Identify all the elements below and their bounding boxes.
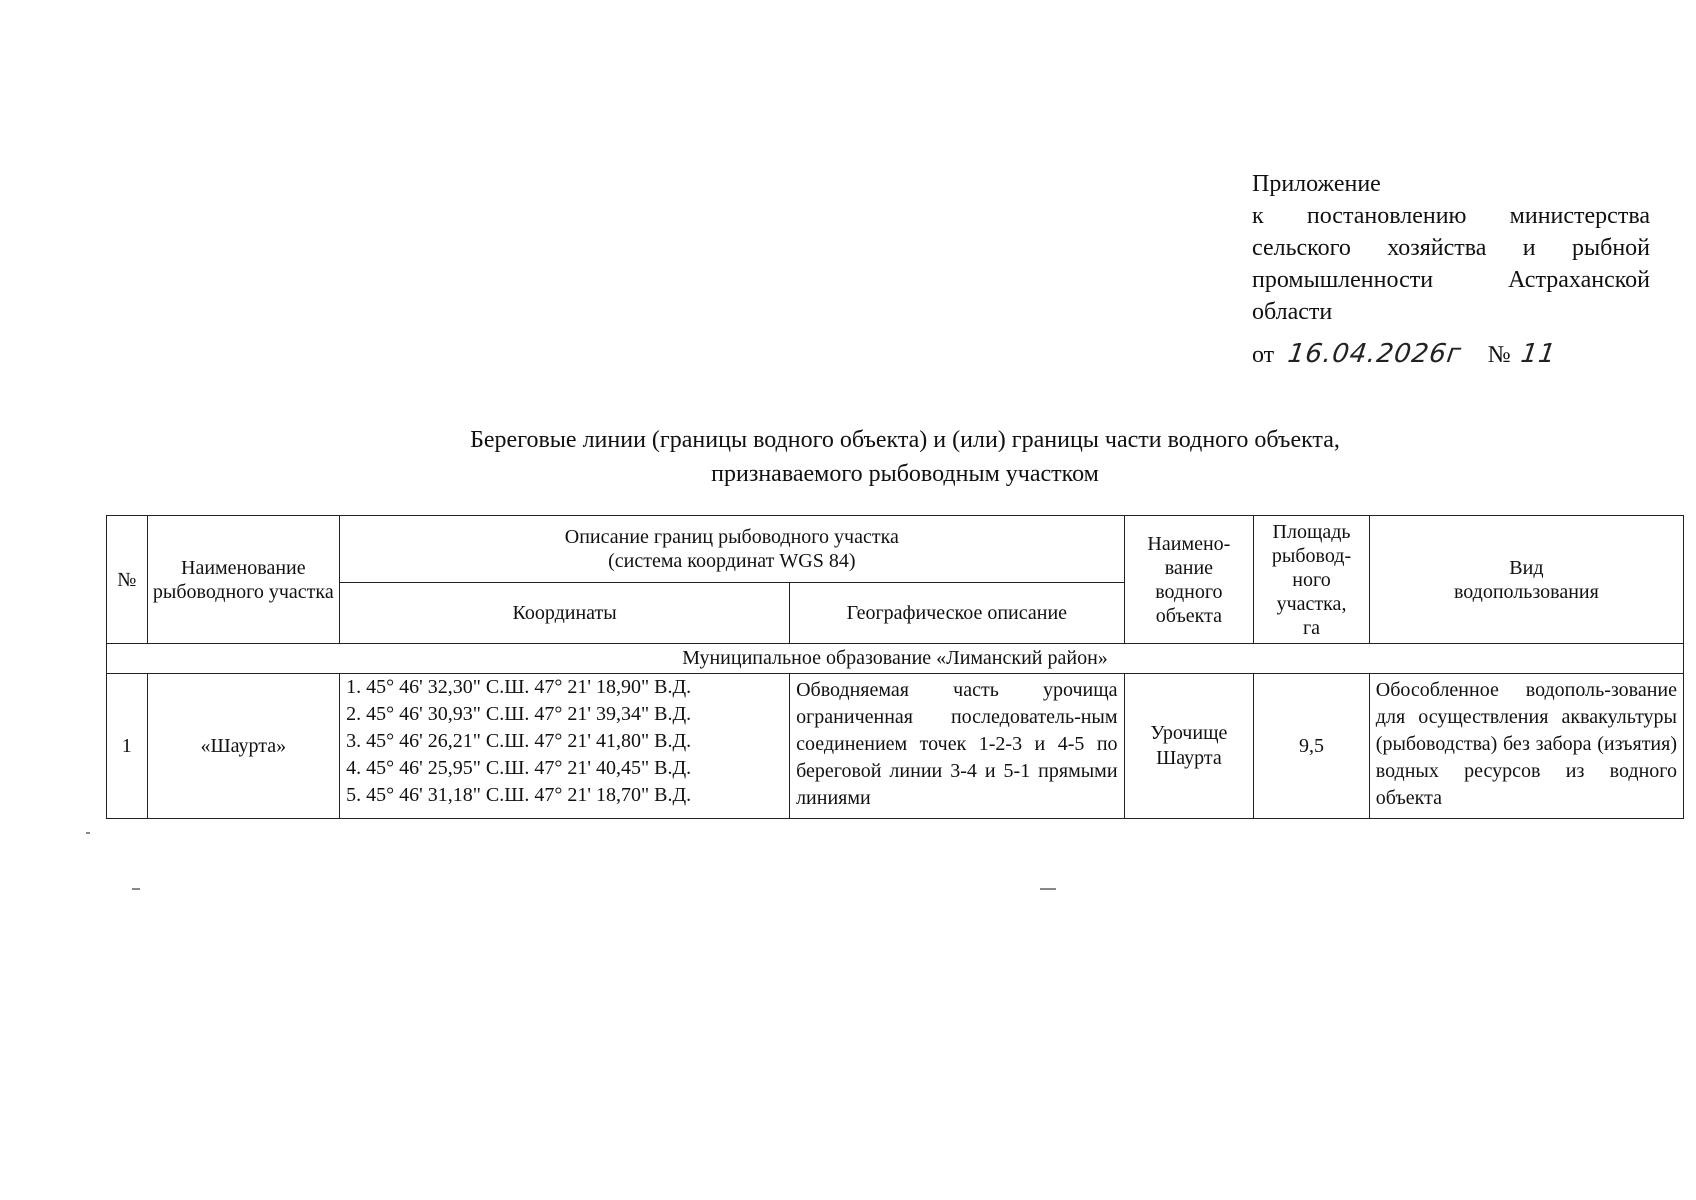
row-num: 1 — [107, 674, 148, 819]
header-water-use — [1369, 516, 1683, 644]
header-description — [340, 516, 1124, 583]
header-name: Наименование рыбоводного участка — [147, 516, 340, 644]
title-line: признаваемого рыбоводным участком — [711, 461, 1099, 487]
header-water-use-line: Вид — [1509, 556, 1544, 579]
municipal-name: Муниципальное образование «Лиманский район» — [107, 644, 1684, 674]
from-label: от — [1252, 342, 1275, 368]
row-water-object-line: Урочище — [1150, 722, 1228, 744]
header-coordinates: Координаты — [340, 583, 790, 644]
header-water-use-line: водопользования — [1453, 580, 1599, 603]
appendix-heading: Приложение — [1252, 171, 1381, 197]
header-water-object — [1124, 516, 1254, 644]
scan-artifact — [132, 888, 140, 890]
header-geo-description: Географическое описание — [790, 583, 1124, 644]
municipal-row — [107, 644, 1684, 674]
appendix-line: сельского хозяйства и рыбной — [1252, 235, 1650, 261]
header-area-line: участка, — [1276, 592, 1347, 615]
row-water-use: Обособленное водополь-зование для осуществления аквакультуры (рыбоводства) без забора (изъятия) водных ресурсов из водного объекта — [1369, 674, 1683, 819]
number-sign: № — [1487, 342, 1511, 368]
row-name: «Шаурта» — [147, 674, 340, 819]
header-water-object-line: объекта — [1155, 604, 1222, 627]
appendix-line: к постановлению министерства — [1252, 203, 1650, 229]
header-water-object-line: водного — [1155, 580, 1223, 603]
header-water-object-line: Наимено- — [1147, 532, 1231, 555]
row-water-object-line: Шаурта — [1156, 747, 1222, 769]
row-geo-description: Обводняемая часть урочища ограниченная последователь-ным соединением точек 1-2-3 и 4-5 по береговой линии 3-4 и 5-1 прямыми линиями — [790, 674, 1124, 819]
header-row — [107, 516, 1684, 583]
boundary-table — [106, 515, 1684, 819]
appendix-line: области — [1252, 299, 1333, 325]
header-description-line: (система координат WGS 84) — [608, 550, 856, 572]
document-title — [300, 423, 1510, 491]
header-description-line: Описание границ рыбоводного участка — [564, 526, 899, 548]
coordinate-point: 4. 45° 46' 25,95" С.Ш. 47° 21' 40,45" В.Д. — [346, 757, 692, 779]
coordinate-point: 5. 45° 46' 31,18" С.Ш. 47° 21' 18,70" В.Д. — [346, 784, 692, 806]
row-water-object — [1124, 674, 1254, 819]
scan-artifact — [1040, 888, 1056, 890]
header-area-line: рыбовод- — [1271, 544, 1352, 567]
header-num: № — [107, 516, 148, 644]
handwritten-date: 16.04.2026г — [1286, 339, 1464, 369]
scan-artifact — [86, 832, 90, 834]
table-row — [107, 674, 1684, 819]
title-line: Береговые линии (границы водного объекта) и (или) границы части водного объекта, — [470, 427, 1340, 453]
handwritten-number: 11 — [1518, 339, 1558, 369]
coordinate-point: 3. 45° 46' 26,21" С.Ш. 47° 21' 41,80" В.Д. — [346, 730, 692, 752]
header-area-line: Площадь — [1272, 520, 1351, 543]
row-area: 9,5 — [1254, 674, 1370, 819]
appendix-line: промышленности Астраханской — [1252, 267, 1650, 293]
appendix-date-row — [1252, 338, 1650, 371]
header-area-line: га — [1302, 616, 1321, 639]
header-area — [1254, 516, 1370, 644]
coordinate-point: 2. 45° 46' 30,93" С.Ш. 47° 21' 39,34" В.Д. — [346, 703, 692, 725]
coordinate-point: 1. 45° 46' 32,30" С.Ш. 47° 21' 18,90" В.Д. — [346, 676, 692, 698]
header-water-object-line: вание — [1164, 556, 1214, 579]
row-coordinates — [340, 674, 790, 819]
appendix-block — [1252, 168, 1650, 371]
header-area-line: ного — [1292, 568, 1331, 591]
